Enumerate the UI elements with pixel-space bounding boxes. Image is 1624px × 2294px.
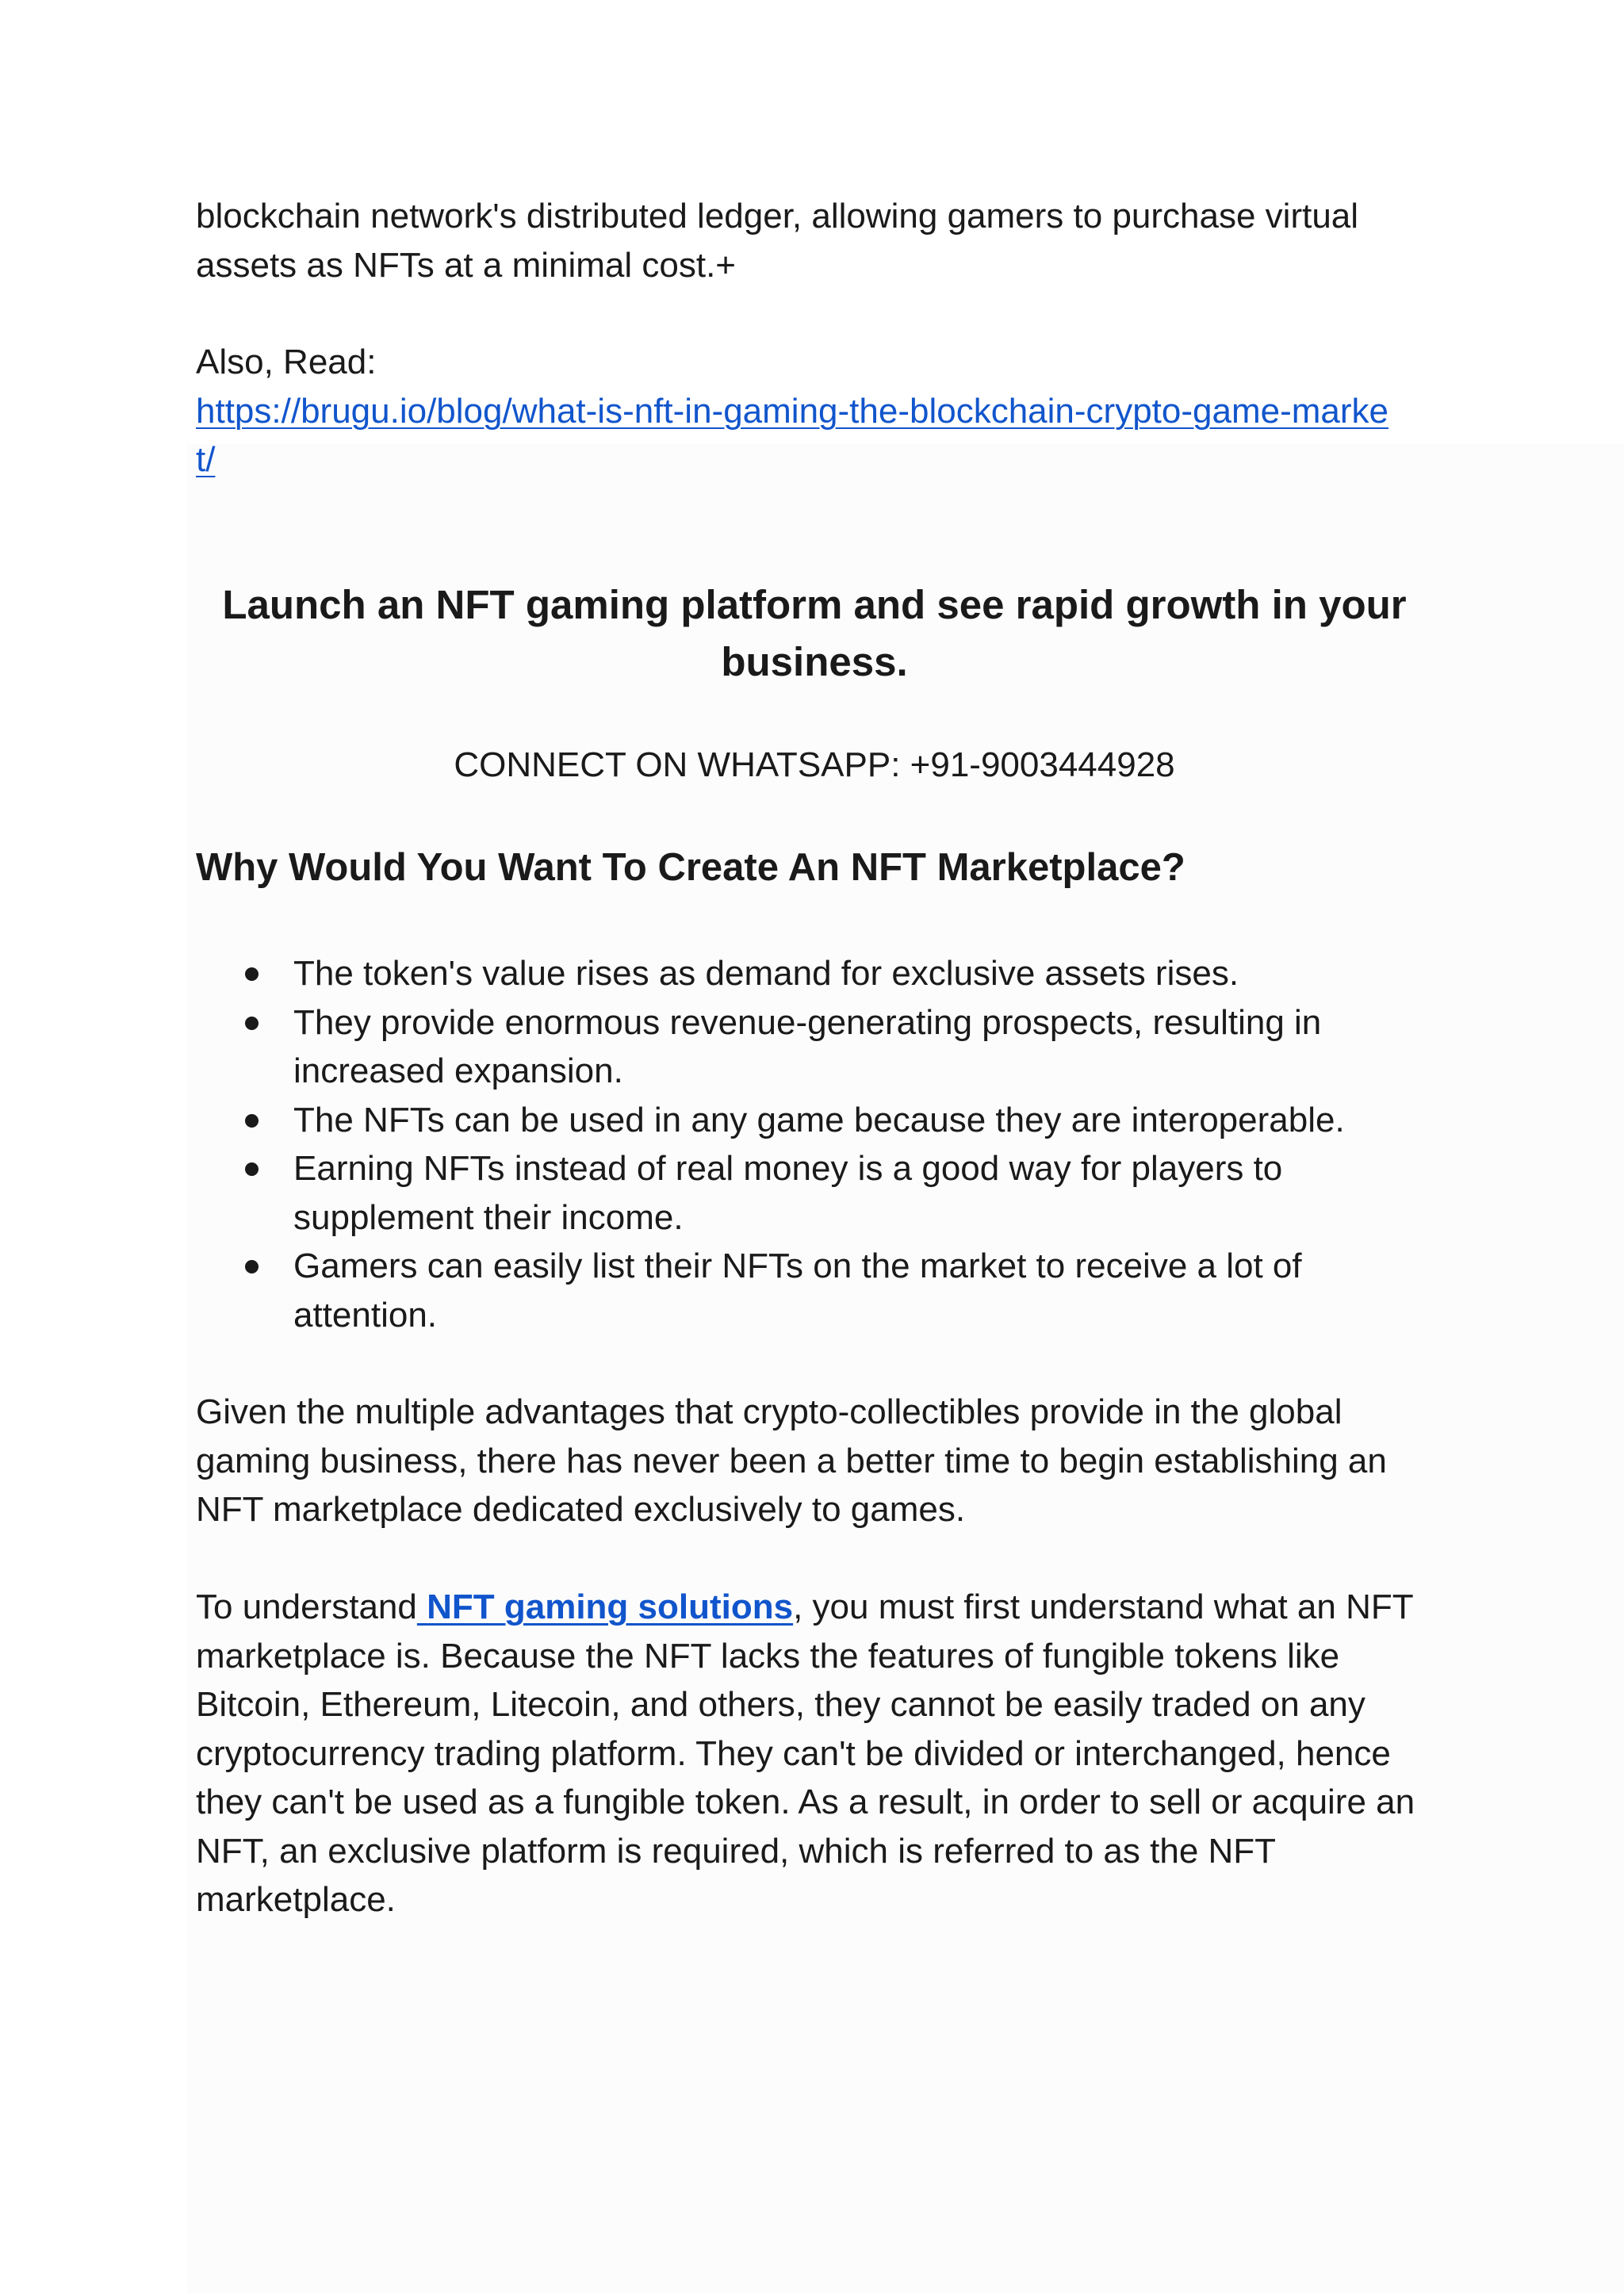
- paragraph-text: To understand: [196, 1587, 417, 1626]
- bullet-icon: [245, 1017, 259, 1030]
- list-item-text: Gamers can easily list their NFTs on the market to receive a lot of: [293, 1247, 1302, 1285]
- also-read-label: Also, Read:: [196, 343, 377, 381]
- paragraph-line: NFT, an exclusive platform is required, which is referred to as the NFT: [196, 1831, 1277, 1871]
- section-heading: Why Would You Want To Create An NFT Marketplace?: [196, 846, 1185, 889]
- bullet-icon: [245, 1162, 259, 1176]
- list-item-text: Earning NFTs instead of real money is a good way for players to: [293, 1149, 1283, 1188]
- bullet-icon: [245, 1114, 259, 1128]
- paragraph-line: marketplace.: [196, 1880, 396, 1919]
- list-item-text: increased expansion.: [293, 1051, 623, 1090]
- paragraph-line: cryptocurrency trading platform. They can't be divided or interchanged, hence: [196, 1733, 1391, 1773]
- list-item-text: supplement their income.: [293, 1197, 684, 1237]
- paragraph-line: they can't be used as a fungible token. As a result, in order to sell or acquire an: [196, 1783, 1415, 1821]
- also-read-link[interactable]: [196, 392, 1388, 480]
- paragraph-line: Given the multiple advantages that crypto-collectibles provide in the global: [196, 1392, 1342, 1431]
- list-item-text: The token's value rises as demand for exclusive assets rises.: [293, 954, 1239, 993]
- list-item: [196, 1144, 1433, 1242]
- advantages-paragraph: [196, 1388, 1433, 1534]
- bullet-icon: [245, 967, 259, 981]
- list-item: [196, 1096, 1433, 1145]
- list-item: [196, 949, 1433, 998]
- understand-paragraph: [196, 1583, 1433, 1924]
- paragraph-line: gaming business, there has never been a better time to begin establishing an: [196, 1441, 1387, 1480]
- cta-heading: [196, 576, 1433, 691]
- link-line[interactable]: https://brugu.io/blog/what-is-nft-in-gaming-the-blockchain-crypto-game-marke: [196, 391, 1388, 431]
- whatsapp-contact: CONNECT ON WHATSAPP: +91-9003444928: [454, 745, 1175, 784]
- page-shade: [187, 444, 1624, 2294]
- benefits-list: [196, 949, 1433, 1339]
- list-item-text: The NFTs can be used in any game because they are interoperable.: [293, 1100, 1345, 1139]
- nft-gaming-solutions-link[interactable]: NFT gaming solutions: [416, 1587, 794, 1626]
- paragraph-line: marketplace is. Because the NFT lacks the features of fungible tokens like: [196, 1636, 1340, 1676]
- also-read-block: [196, 338, 1433, 484]
- cta-heading-line: Launch an NFT gaming platform and see rapid growth in your: [222, 582, 1407, 627]
- paragraph-text: , you must first understand what an NFT: [793, 1587, 1414, 1626]
- list-item-text: They provide enormous revenue-generating prospects, resulting in: [293, 1002, 1322, 1042]
- list-item-text: attention.: [293, 1295, 438, 1335]
- intro-line: assets as NFTs at a minimal cost.+: [196, 245, 736, 285]
- link-line[interactable]: t/: [196, 440, 216, 479]
- list-item: [196, 1242, 1433, 1339]
- paragraph-line: NFT marketplace dedicated exclusively to games.: [196, 1490, 966, 1529]
- intro-line: blockchain network's distributed ledger, allowing gamers to purchase virtual: [196, 197, 1359, 236]
- bullet-icon: [245, 1260, 259, 1273]
- list-item: [196, 998, 1433, 1096]
- paragraph-line: Bitcoin, Ethereum, Litecoin, and others, they cannot be easily traded on any: [196, 1685, 1365, 1724]
- intro-paragraph: [196, 192, 1433, 289]
- cta-heading-line: business.: [721, 639, 908, 684]
